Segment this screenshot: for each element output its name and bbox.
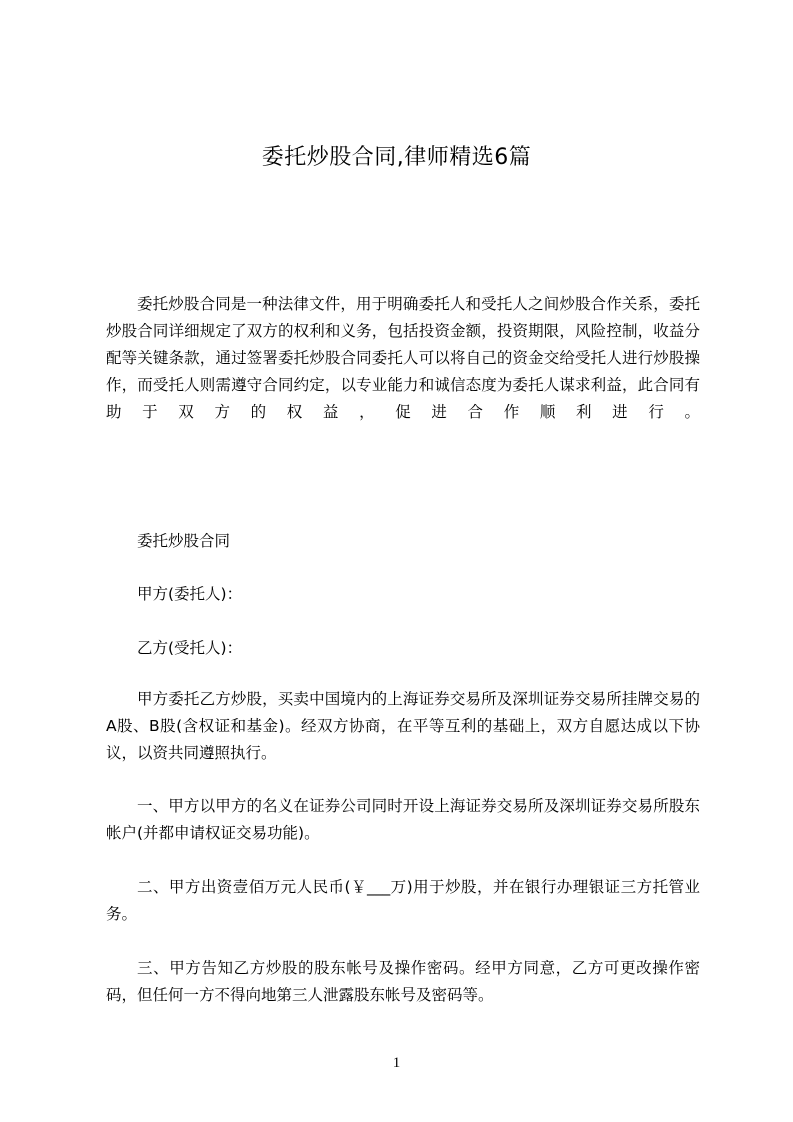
preamble-paragraph: 甲方委托乙方炒股，买卖中国境内的上海证券交易所及深圳证券交易所挂牌交易的A股、B股(含权证和基金)。经双方协商，在平等互利的基础上，双方自愿达成以下协议，以资共同遵照执行。 (106, 690, 700, 762)
intro-paragraph: 委托炒股合同是一种法律文件，用于明确委托人和受托人之间炒股合作关系，委托炒股合同详细规定了双方的权利和义务，包括投资金额，投资期限，风险控制，收益分配等关键条款，通过签署委托炒股合同委托人可以将自己的资金交给受托人进行炒股操作，而受托人则需遵守合同约定，以专业能力和诚信态度为委托人谋求利益，此合同有助于双方的权益，促进合作顺利进行。 (106, 295, 700, 421)
clause-2-paragraph: 二、甲方出资壹佰万元人民币(￥___万)用于炒股，并在银行办理银证三方托管业务。 (106, 878, 700, 923)
clause-3-paragraph: 三、甲方告知乙方炒股的股东帐号及操作密码。经甲方同意，乙方可更改操作密码，但任何一方不得向地第三人泄露股东帐号及密码等。 (106, 959, 700, 1004)
party-a-line: 甲方(委托人)： (137, 585, 243, 603)
party-b-line: 乙方(受托人)： (137, 639, 243, 657)
clause-1-paragraph: 一、甲方以甲方的名义在证券公司同时开设上海证券交易所及深圳证券交易所股东帐户(并都申请权证交易功能)。 (106, 797, 700, 842)
page-number: 1 (392, 1055, 401, 1071)
document-title: 委托炒股合同,律师精选6篇 (261, 145, 532, 170)
contract-heading: 委托炒股合同 (137, 532, 231, 550)
